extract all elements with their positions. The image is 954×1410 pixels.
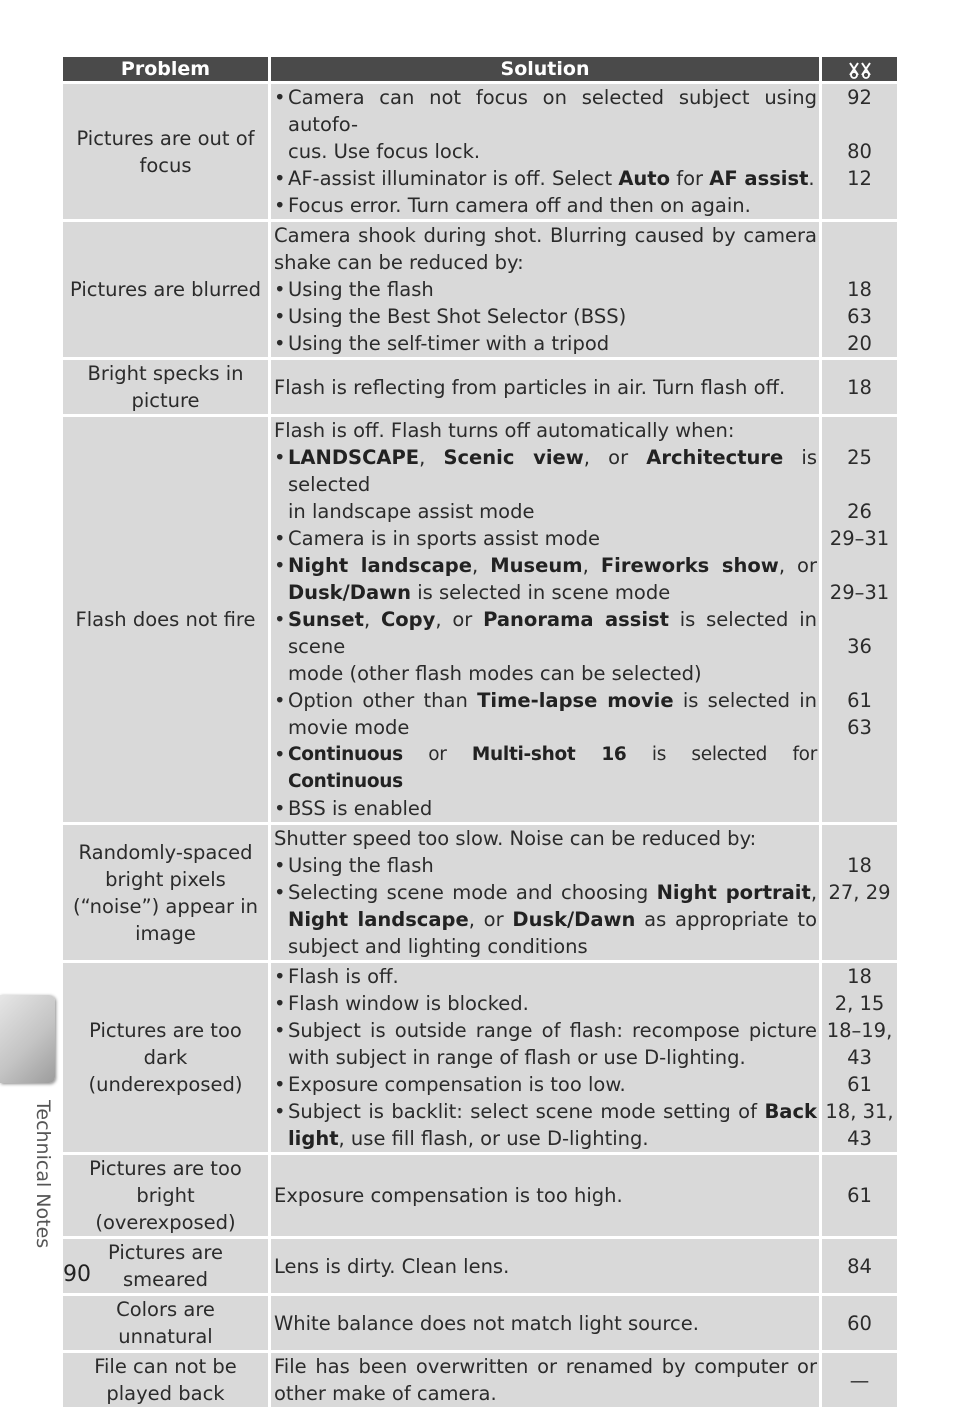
page-ref-cell: 84: [822, 1239, 897, 1293]
problem-cell: Randomly-spaced bright pixels (“noise”) appear in image: [63, 825, 268, 960]
page-ref-cell: 18 2, 15 18–19, 43 61 18, 31, 43: [822, 963, 897, 1152]
problem-cell: Pictures are out of focus: [63, 84, 268, 219]
solution-cell: Flash is reflecting from particles in air. Turn flash off.: [271, 360, 819, 414]
solution-cell: White balance does not match light source.: [271, 1296, 819, 1350]
page-ref-cell: 25 26 29–31 29–31 36 61 63: [822, 417, 897, 822]
problem-cell: Pictures are smeared: [63, 1239, 268, 1293]
chapter-thumb-tab: [0, 995, 55, 1083]
page-ref-cell: 18 27, 29: [822, 825, 897, 960]
problem-cell: File can not be played back: [63, 1353, 268, 1407]
page-ref-cell: 92 80 12: [822, 84, 897, 219]
problem-cell: Pictures are blurred: [63, 222, 268, 357]
solution-cell: File has been overwritten or renamed by computer or other make of camera.: [271, 1353, 819, 1407]
solution-cell: • Camera can not focus on selected subject using autofo- cus. Use focus lock. • AF-assist illuminator is off. Select Auto for AF assist. • Focus error. Turn camera off and then on again.: [271, 84, 819, 219]
header-solution: Solution: [271, 57, 819, 81]
solution-cell: • Flash is off. • Flash window is blocked. • Subject is outside range of flash: recompose picture with subject in range of flash or use D-lighting. • Exposure compensation is too low. • Subject is backlit: select scene mode setting of Back light, use fill flash, or use D-lighting.: [271, 963, 819, 1152]
table-row: [63, 1296, 897, 1350]
table-row: [63, 1353, 897, 1407]
problem-cell: Pictures are too bright (overexposed): [63, 1155, 268, 1236]
solution-cell: Lens is dirty. Clean lens.: [271, 1239, 819, 1293]
reference-page-icon: [847, 60, 873, 80]
page-number: 90: [63, 1262, 91, 1287]
chapter-label: Technical Notes: [32, 1100, 54, 1249]
table-header-row: [63, 57, 897, 81]
solution-cell: Flash is off. Flash turns off automatically when: • LANDSCAPE, Scenic view, or Architecture is selected in landscape assist mode • Camera is in sports assist mode • Night landscape, Museum, Fireworks show, or Dusk/Dawn is selected in scene mode • Sunset, Copy, or Panorama assist is selected in scene mode (other flash modes can be selected) • Option other than Time-lapse movie is selected in movie mode • Continuous or Multi-shot 16 is selected for Continuous • BSS is enabled: [271, 417, 819, 822]
problem-cell: Bright specks in picture: [63, 360, 268, 414]
problem-cell: Flash does not fire: [63, 417, 268, 822]
table-row: [63, 417, 897, 822]
table-row: [63, 222, 897, 357]
solution-cell: Camera shook during shot. Blurring caused by camera shake can be reduced by: • Using the flash • Using the Best Shot Selector (BSS) • Using the self-timer with a tripod: [271, 222, 819, 357]
header-page: [822, 57, 897, 81]
page-ref-cell: —: [822, 1353, 897, 1407]
troubleshooting-table: [60, 54, 900, 1410]
problem-cell: Pictures are too dark (underexposed): [63, 963, 268, 1152]
table-row: [63, 963, 897, 1152]
header-problem: Problem: [63, 57, 268, 81]
troubleshooting-table-wrapper: [63, 57, 894, 1407]
table-row: [63, 825, 897, 960]
page-ref-cell: 60: [822, 1296, 897, 1350]
table-row: [63, 1239, 897, 1293]
solution-cell: Exposure compensation is too high.: [271, 1155, 819, 1236]
solution-cell: Shutter speed too slow. Noise can be reduced by: • Using the flash • Selecting scene mode and choosing Night portrait, Night landscape, or Dusk/Dawn as appropriate to subject and lighting conditions: [271, 825, 819, 960]
page-ref-cell: 61: [822, 1155, 897, 1236]
table-row: [63, 360, 897, 414]
page-ref-cell: 18: [822, 360, 897, 414]
page-ref-cell: 18 63 20: [822, 222, 897, 357]
problem-cell: Colors are unnatural: [63, 1296, 268, 1350]
table-row: [63, 1155, 897, 1236]
table-row: [63, 84, 897, 219]
